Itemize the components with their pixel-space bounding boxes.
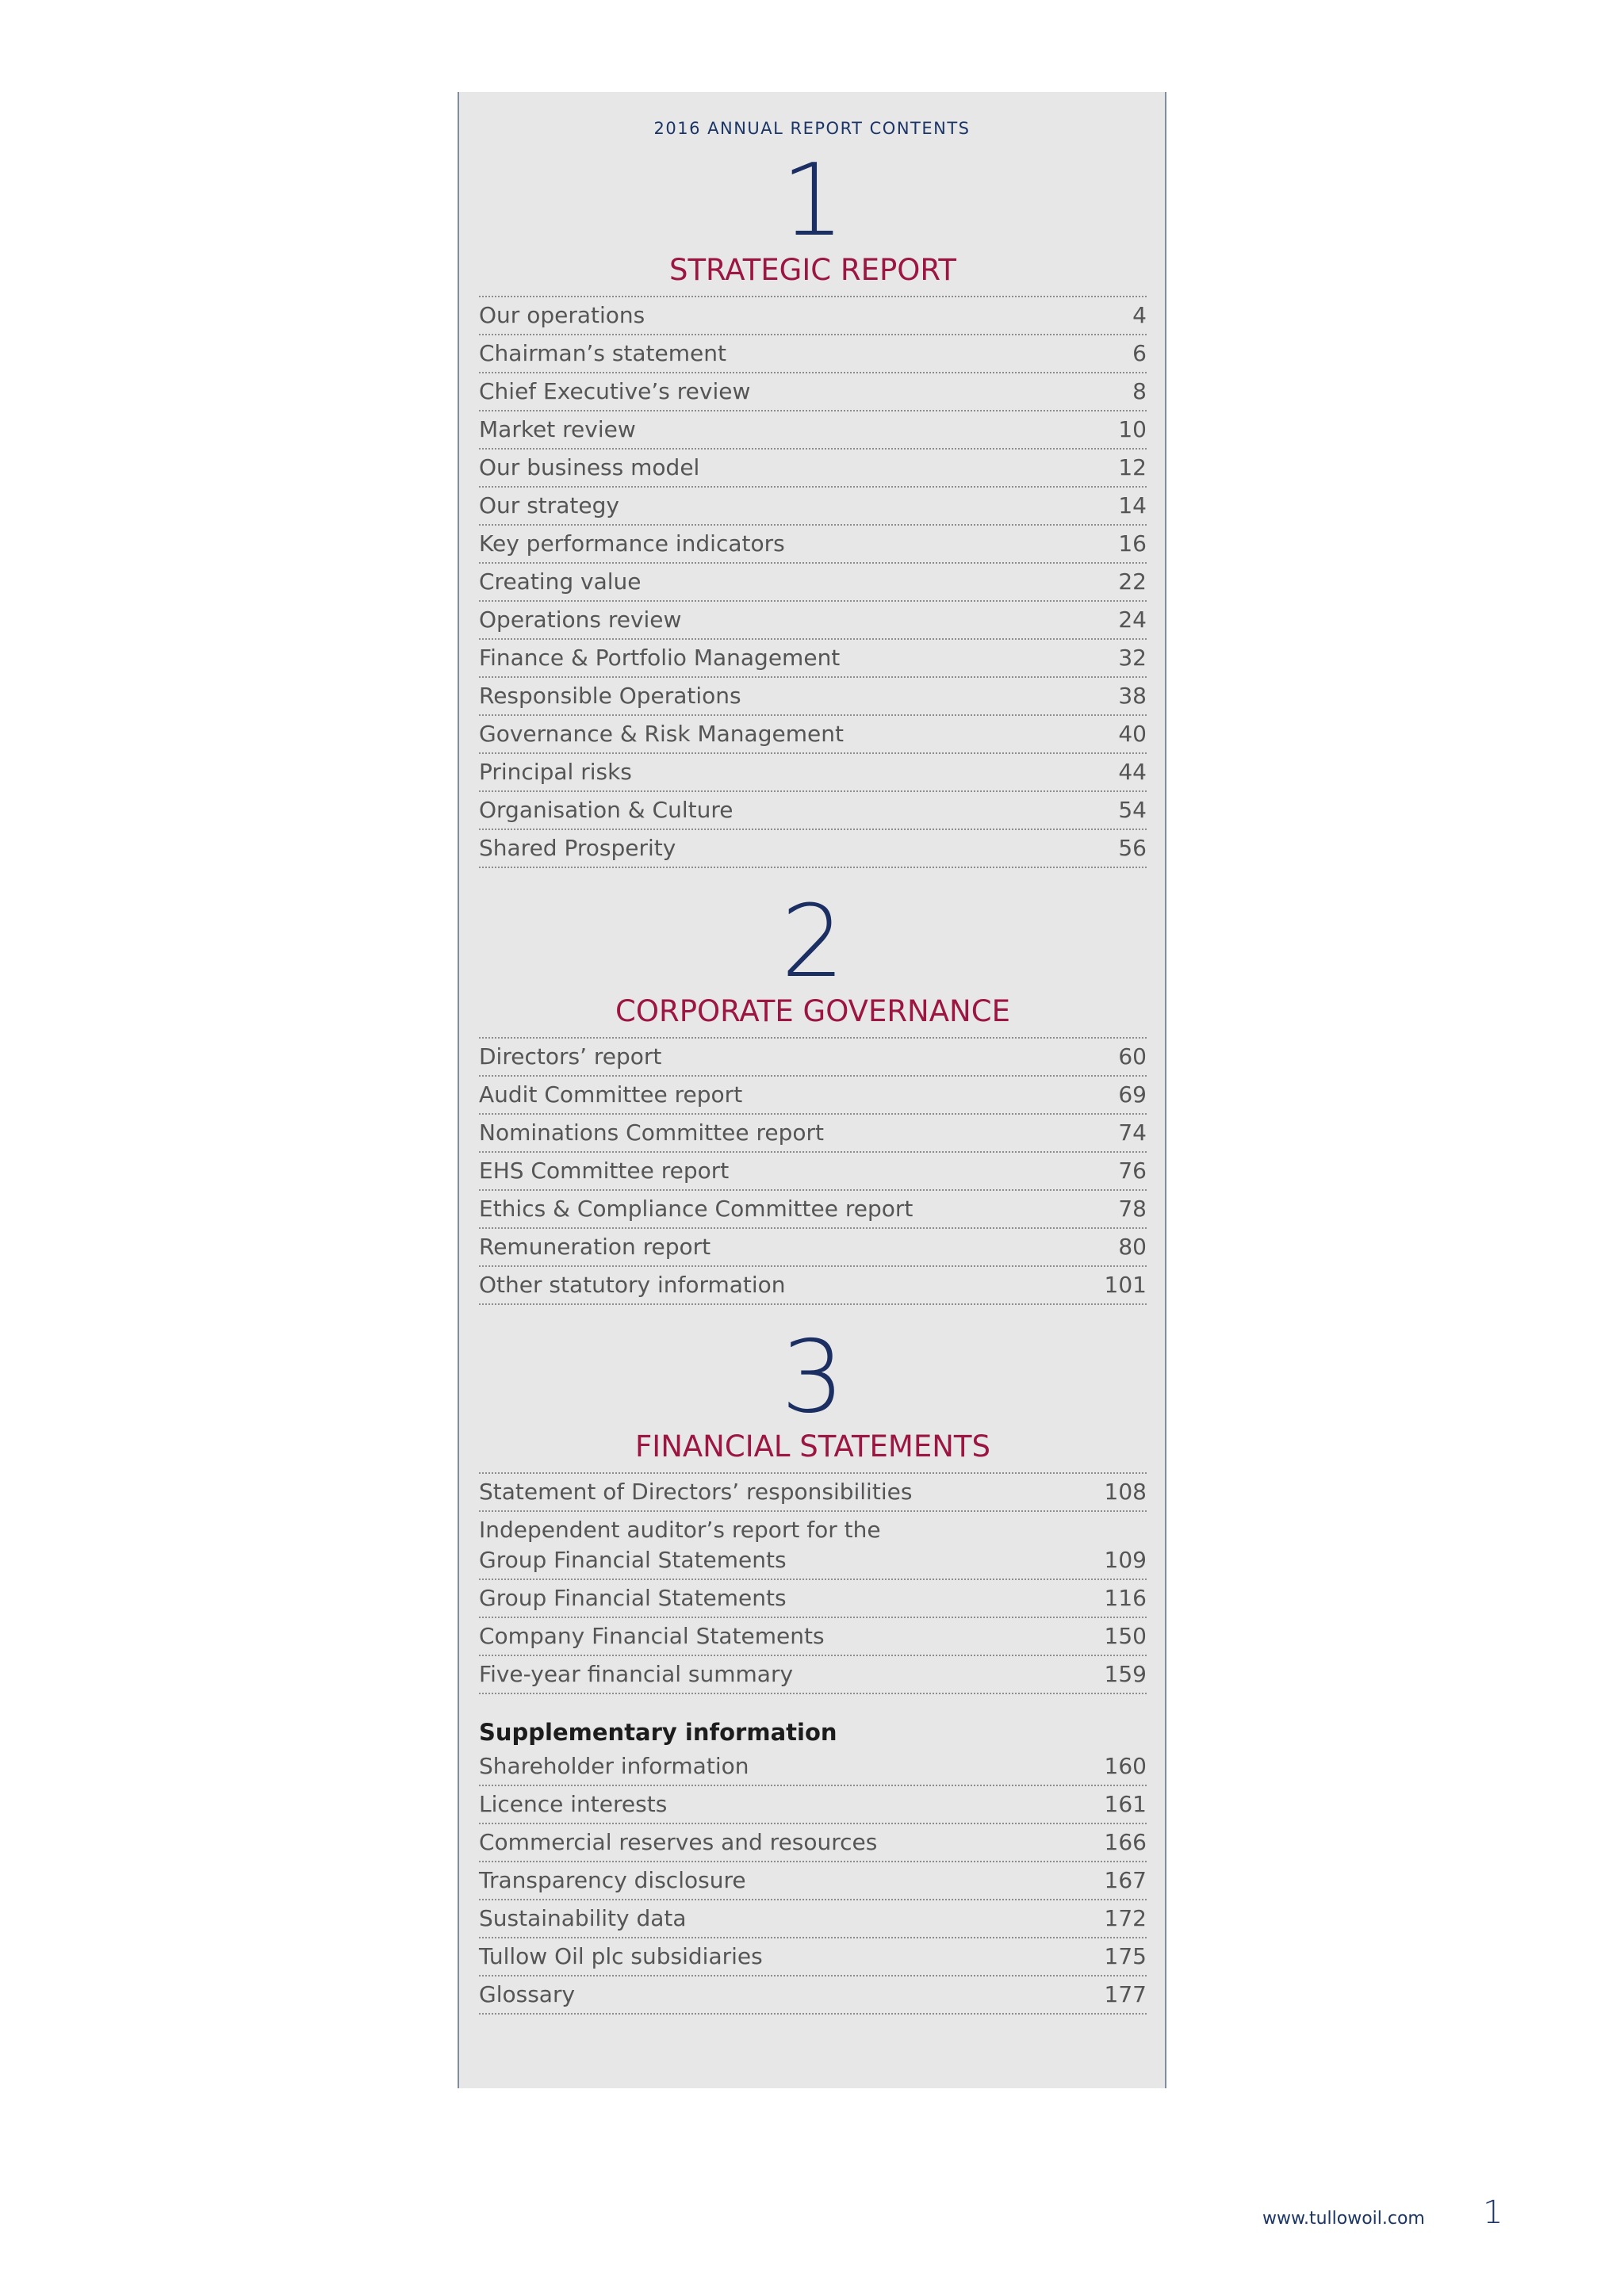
toc-row[interactable]	[479, 488, 1147, 526]
toc-list	[479, 1039, 1147, 1305]
toc-row-page: 74	[1118, 1119, 1147, 1146]
toc-row-page: 78	[1118, 1196, 1147, 1222]
toc-row-page: 40	[1118, 721, 1147, 747]
toc-row-page: 76	[1118, 1158, 1147, 1184]
toc-row[interactable]	[479, 1656, 1147, 1694]
toc-row-label: Audit Committee report	[479, 1081, 743, 1108]
toc-row-page: 109	[1104, 1547, 1147, 1573]
toc-row[interactable]	[479, 1077, 1147, 1115]
toc-row-page: 69	[1118, 1081, 1147, 1108]
toc-list	[479, 297, 1147, 868]
toc-row-label: Chairman’s statement	[479, 340, 726, 366]
toc-row[interactable]	[479, 373, 1147, 411]
toc-row-label: Our strategy	[479, 492, 619, 519]
toc-row-label: Commercial reserves and resources	[479, 1829, 878, 1855]
toc-row-page: 44	[1118, 759, 1147, 785]
footer-url-link[interactable]: www.tullowoil.com	[1262, 2209, 1425, 2229]
toc-row-page: 8	[1132, 378, 1147, 404]
toc-row-label: Group Financial Statements	[479, 1585, 787, 1611]
toc-row-label: Statement of Directors’ responsibilities	[479, 1479, 913, 1505]
toc-row-page: 16	[1118, 530, 1147, 557]
toc-row-page: 38	[1118, 683, 1147, 709]
toc-row-page: 24	[1118, 607, 1147, 633]
toc-row-label: Chief Executive’s review	[479, 378, 751, 404]
toc-row-label: Licence interests	[479, 1791, 668, 1817]
toc-row[interactable]	[479, 830, 1147, 868]
toc-row-page: 12	[1118, 454, 1147, 480]
toc-row-label: Governance & Risk Management	[479, 721, 844, 747]
toc-row-page: 159	[1104, 1661, 1147, 1687]
toc-row-page: 177	[1104, 1981, 1147, 2007]
toc-row[interactable]	[479, 1976, 1147, 2015]
toc-row[interactable]	[479, 1115, 1147, 1153]
toc-row-label: Organisation & Culture	[479, 797, 733, 823]
section-number: 3	[780, 1318, 845, 1435]
section-number: 1	[780, 142, 845, 258]
toc-row[interactable]	[479, 792, 1147, 830]
toc-row[interactable]	[479, 1862, 1147, 1900]
toc-row[interactable]	[479, 1900, 1147, 1938]
toc-row-page: 160	[1104, 1753, 1147, 1779]
toc-row-page: 161	[1104, 1791, 1147, 1817]
toc-row[interactable]	[479, 297, 1147, 335]
toc-row-page: 175	[1104, 1943, 1147, 1969]
toc-row-page: 32	[1118, 645, 1147, 671]
toc-row-label: Independent auditor’s report for the Group Financial Statements	[479, 1517, 881, 1573]
toc-row[interactable]	[479, 754, 1147, 792]
toc-row[interactable]	[479, 640, 1147, 678]
toc-row[interactable]	[479, 526, 1147, 564]
toc-list	[479, 1748, 1147, 2015]
toc-row-page: 172	[1104, 1905, 1147, 1931]
toc-row-label: Tullow Oil plc subsidiaries	[479, 1943, 763, 1969]
toc-row-page: 101	[1104, 1272, 1147, 1298]
toc-row-label: Operations review	[479, 607, 682, 633]
toc-row[interactable]	[479, 1512, 1147, 1580]
section-title: FINANCIAL STATEMENTS	[479, 1429, 1147, 1474]
toc-row-label: Shared Prosperity	[479, 835, 676, 861]
toc-row-page: 166	[1104, 1829, 1147, 1855]
toc-row-page: 80	[1118, 1234, 1147, 1260]
section-strategic-report	[459, 142, 1165, 868]
toc-row-label: Responsible Operations	[479, 683, 741, 709]
section-number: 2	[780, 883, 845, 1000]
toc-row-label: Ethics & Compliance Committee report	[479, 1196, 914, 1222]
toc-row-label: Creating value	[479, 568, 642, 595]
toc-row-page: 56	[1118, 835, 1147, 861]
toc-row[interactable]	[479, 716, 1147, 754]
toc-row-page: 150	[1104, 1623, 1147, 1649]
toc-row-label: Finance & Portfolio Management	[479, 645, 841, 671]
toc-row[interactable]	[479, 1474, 1147, 1512]
toc-row-page: 167	[1104, 1867, 1147, 1893]
toc-row[interactable]	[479, 1191, 1147, 1229]
page-number: 1	[1483, 2195, 1503, 2231]
contents-panel	[458, 92, 1166, 2088]
toc-row-label: Other statutory information	[479, 1272, 786, 1298]
toc-row[interactable]	[479, 1748, 1147, 1786]
toc-row-label: Directors’ report	[479, 1043, 662, 1070]
toc-row-label: Remuneration report	[479, 1234, 711, 1260]
toc-row[interactable]	[479, 1267, 1147, 1305]
toc-row-label: Nominations Committee report	[479, 1119, 824, 1146]
section-corporate-governance	[459, 883, 1165, 1305]
section-financial-statements	[459, 1318, 1165, 2015]
toc-row[interactable]	[479, 1786, 1147, 1824]
toc-row-page: 6	[1132, 340, 1147, 366]
toc-row-label: Our operations	[479, 302, 645, 328]
toc-row[interactable]	[479, 335, 1147, 373]
toc-row-label: Sustainability data	[479, 1905, 687, 1931]
toc-row-page: 54	[1118, 797, 1147, 823]
toc-row[interactable]	[479, 1824, 1147, 1862]
contents-header: 2016 ANNUAL REPORT CONTENTS	[653, 119, 971, 138]
toc-row-label: Glossary	[479, 1981, 576, 2007]
toc-list	[479, 1474, 1147, 1694]
toc-row-label: Shareholder information	[479, 1753, 749, 1779]
toc-row-page: 4	[1132, 302, 1147, 328]
toc-row[interactable]	[479, 450, 1147, 488]
toc-row[interactable]	[479, 1580, 1147, 1618]
toc-row[interactable]	[479, 602, 1147, 640]
toc-row[interactable]	[479, 411, 1147, 450]
toc-row-label: Five-year financial summary	[479, 1661, 794, 1687]
section-title: STRATEGIC REPORT	[479, 252, 1147, 297]
toc-row-page: 116	[1104, 1585, 1147, 1611]
toc-row-page: 60	[1118, 1043, 1147, 1070]
toc-row[interactable]	[479, 564, 1147, 602]
toc-row-label: Principal risks	[479, 759, 632, 785]
toc-row-label: Transparency disclosure	[479, 1867, 746, 1893]
toc-row-label: EHS Committee report	[479, 1158, 730, 1184]
toc-row-page: 10	[1118, 416, 1147, 442]
toc-row-page: 14	[1118, 492, 1147, 519]
supplementary-title: Supplementary information	[479, 1719, 837, 1746]
toc-row[interactable]	[479, 1229, 1147, 1267]
toc-row[interactable]	[479, 1153, 1147, 1191]
toc-row[interactable]	[479, 1938, 1147, 1976]
toc-row-page: 108	[1104, 1479, 1147, 1505]
toc-row[interactable]	[479, 1618, 1147, 1656]
toc-row[interactable]	[479, 678, 1147, 716]
section-title: CORPORATE GOVERNANCE	[479, 993, 1147, 1039]
toc-row[interactable]	[479, 1039, 1147, 1077]
toc-row-page: 22	[1118, 568, 1147, 595]
toc-row-label: Company Financial Statements	[479, 1623, 825, 1649]
toc-row-label: Our business model	[479, 454, 700, 480]
toc-row-label: Key performance indicators	[479, 530, 785, 557]
toc-row-label: Market review	[479, 416, 636, 442]
